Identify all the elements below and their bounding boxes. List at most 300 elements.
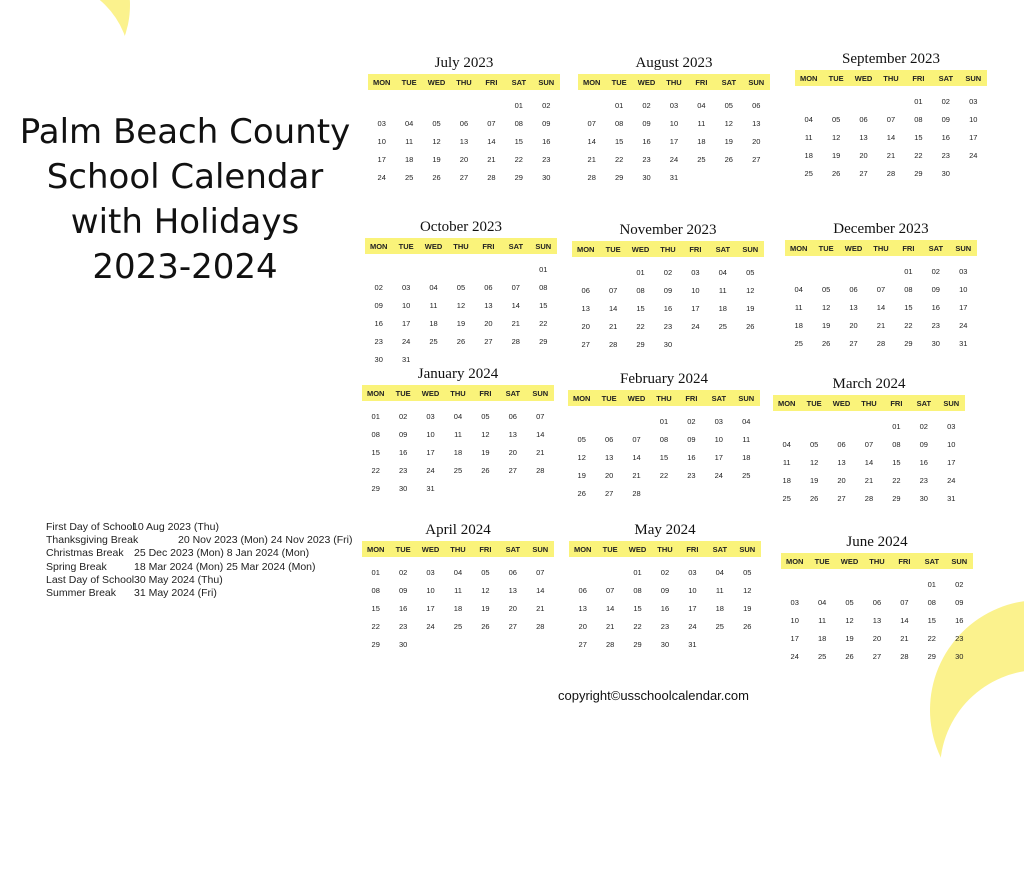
day-cell: 19 bbox=[831, 150, 841, 160]
weekday-label: SAT bbox=[924, 556, 940, 566]
day-cell: 02 bbox=[374, 282, 383, 292]
week-row bbox=[368, 114, 560, 132]
day-cell: 13 bbox=[508, 429, 517, 439]
weekday-header-row bbox=[362, 541, 554, 557]
day-cell: 12 bbox=[746, 285, 755, 295]
week-row bbox=[365, 314, 557, 332]
day-cell: 18 bbox=[718, 303, 727, 313]
day-cell: 21 bbox=[536, 447, 545, 457]
week-row bbox=[578, 150, 770, 168]
day-cell: 11 bbox=[804, 132, 813, 142]
event-date: 25 Dec 2023 (Mon) 8 Jan 2024 (Mon) bbox=[134, 547, 310, 560]
week-row bbox=[572, 317, 764, 335]
day-cell: 01 bbox=[914, 96, 923, 106]
day-cell: 16 bbox=[398, 447, 408, 457]
day-cell: 24 bbox=[377, 172, 386, 182]
day-cell: 24 bbox=[688, 621, 697, 631]
weekday-label: SAT bbox=[916, 398, 932, 408]
day-cell: 06 bbox=[508, 411, 517, 421]
day-cell: 26 bbox=[809, 493, 819, 503]
day-cell: 13 bbox=[752, 118, 761, 128]
day-cell: 25 bbox=[782, 493, 791, 503]
day-cell: 09 bbox=[398, 585, 408, 595]
event-name: Thanksgiving Break bbox=[46, 534, 139, 547]
day-cell: 12 bbox=[743, 585, 752, 595]
day-cell: 01 bbox=[614, 100, 624, 110]
day-cell: 21 bbox=[587, 154, 596, 164]
event-date: 31 May 2024 (Fri) bbox=[134, 586, 217, 599]
day-cell: 18 bbox=[715, 603, 724, 613]
weekday-header-row bbox=[568, 390, 760, 406]
day-cell: 15 bbox=[927, 615, 936, 625]
weekday-label: THU bbox=[656, 393, 672, 403]
weekday-label: MON bbox=[366, 544, 385, 554]
day-cell: 16 bbox=[931, 302, 940, 312]
day-cell: 10 bbox=[691, 285, 700, 295]
month-title: December 2023 bbox=[833, 221, 929, 237]
day-cell: 03 bbox=[688, 567, 697, 577]
day-cell: 17 bbox=[969, 132, 978, 142]
day-cell: 18 bbox=[742, 452, 751, 462]
week-row bbox=[368, 150, 560, 168]
day-cell: 16 bbox=[398, 603, 408, 613]
day-cell: 09 bbox=[919, 439, 928, 449]
day-cell: 05 bbox=[456, 282, 466, 292]
day-cell: 27 bbox=[508, 465, 517, 475]
event-name: Last Day of School bbox=[46, 573, 135, 586]
day-cell: 14 bbox=[487, 136, 496, 146]
day-cell: 09 bbox=[542, 118, 551, 128]
day-cell: 23 bbox=[542, 154, 551, 164]
day-cell: 23 bbox=[955, 633, 964, 643]
day-cell: 21 bbox=[886, 150, 896, 160]
day-cell: 15 bbox=[659, 452, 669, 462]
day-cell: 03 bbox=[790, 597, 799, 607]
day-cell: 26 bbox=[481, 465, 490, 475]
weekday-label: THU bbox=[883, 73, 899, 83]
day-cell: 31 bbox=[947, 493, 956, 503]
month-calendar bbox=[795, 48, 987, 182]
month-calendar bbox=[365, 216, 557, 368]
day-cell: 25 bbox=[718, 321, 727, 331]
day-cell: 08 bbox=[914, 114, 923, 124]
event-date: 18 Mar 2024 (Mon) 25 Mar 2024 (Mon) bbox=[134, 560, 316, 573]
weekday-label: FRI bbox=[890, 398, 903, 408]
weekday-label: SUN bbox=[955, 243, 972, 253]
week-row bbox=[365, 332, 557, 350]
day-cell: 18 bbox=[429, 318, 438, 328]
day-cell: 04 bbox=[453, 567, 463, 577]
day-cell: 28 bbox=[632, 488, 641, 498]
day-cell: 05 bbox=[724, 100, 733, 110]
day-cell: 12 bbox=[724, 118, 733, 128]
week-row bbox=[365, 260, 557, 278]
day-cell: 30 bbox=[542, 172, 551, 182]
day-cell: 28 bbox=[900, 651, 909, 661]
week-row bbox=[785, 280, 977, 298]
weekday-label: THU bbox=[450, 544, 466, 554]
weekday-header-row bbox=[365, 238, 557, 254]
week-row bbox=[568, 466, 760, 484]
month-calendar bbox=[362, 519, 554, 653]
week-row bbox=[781, 647, 973, 665]
day-cell: 06 bbox=[459, 118, 469, 128]
weeks bbox=[362, 401, 554, 497]
week-row bbox=[362, 599, 554, 617]
weekday-label: TUE bbox=[818, 243, 834, 253]
day-cell: 24 bbox=[959, 320, 968, 330]
weekday-header-row bbox=[368, 74, 560, 90]
day-cell: 07 bbox=[608, 285, 618, 295]
day-cell: 12 bbox=[809, 457, 819, 467]
weekday-label: MON bbox=[572, 393, 591, 403]
weekday-label: WED bbox=[421, 388, 440, 398]
day-cell: 20 bbox=[837, 475, 846, 485]
day-cell: 08 bbox=[371, 429, 380, 439]
day-cell: 03 bbox=[959, 266, 968, 276]
weekday-label: FRI bbox=[485, 77, 498, 87]
weekday-label: SUN bbox=[535, 241, 552, 251]
day-cell: 26 bbox=[845, 651, 854, 661]
weekday-label: MON bbox=[573, 544, 592, 554]
day-cell: 29 bbox=[539, 336, 548, 346]
day-cell: 28 bbox=[864, 493, 874, 503]
day-cell: 07 bbox=[876, 284, 886, 294]
day-cell: 24 bbox=[669, 154, 679, 164]
day-cell: 24 bbox=[714, 470, 723, 480]
day-cell: 06 bbox=[859, 114, 868, 124]
day-cell: 05 bbox=[809, 439, 819, 449]
week-row bbox=[362, 425, 554, 443]
month-title: August 2023 bbox=[635, 55, 713, 71]
weeks bbox=[368, 90, 560, 186]
weekday-label: SUN bbox=[532, 388, 549, 398]
day-cell: 19 bbox=[456, 318, 466, 328]
day-cell: 23 bbox=[663, 321, 673, 331]
week-row bbox=[773, 435, 965, 453]
day-cell: 28 bbox=[876, 338, 886, 348]
month-title: June 2024 bbox=[846, 534, 908, 550]
week-row bbox=[795, 128, 987, 146]
day-cell: 16 bbox=[642, 136, 651, 146]
day-cell: 02 bbox=[687, 416, 696, 426]
weekday-label: THU bbox=[657, 544, 673, 554]
day-cell: 21 bbox=[864, 475, 874, 485]
day-cell: 17 bbox=[959, 302, 968, 312]
day-cell: 07 bbox=[632, 434, 641, 444]
day-cell: 23 bbox=[687, 470, 696, 480]
day-cell: 13 bbox=[578, 603, 587, 613]
day-cell: 04 bbox=[429, 282, 438, 292]
day-cell: 26 bbox=[577, 488, 586, 498]
day-cell: 22 bbox=[892, 475, 901, 485]
day-cell: 26 bbox=[743, 621, 752, 631]
day-cell: 25 bbox=[817, 651, 827, 661]
day-cell: 15 bbox=[371, 447, 380, 457]
week-row bbox=[795, 110, 987, 128]
day-cell: 11 bbox=[454, 585, 462, 595]
day-cell: 12 bbox=[432, 136, 441, 146]
day-cell: 24 bbox=[401, 336, 411, 346]
day-cell: 06 bbox=[581, 285, 590, 295]
day-cell: 27 bbox=[752, 154, 761, 164]
weekday-label: SAT bbox=[505, 544, 521, 554]
weekday-label: FRI bbox=[902, 243, 915, 253]
day-cell: 27 bbox=[837, 493, 846, 503]
day-cell: 17 bbox=[426, 603, 435, 613]
day-cell: 31 bbox=[959, 338, 968, 348]
month-title: January 2024 bbox=[417, 366, 499, 382]
month-calendar bbox=[578, 52, 770, 186]
month-title: September 2023 bbox=[842, 51, 940, 67]
weekday-label: THU bbox=[873, 243, 889, 253]
weekday-label: TUE bbox=[605, 244, 621, 254]
day-cell: 19 bbox=[746, 303, 755, 313]
day-cell: 11 bbox=[405, 136, 414, 146]
day-cell: 26 bbox=[724, 154, 733, 164]
day-cell: 05 bbox=[743, 567, 752, 577]
day-cell: 18 bbox=[453, 447, 463, 457]
week-row bbox=[569, 563, 761, 581]
week-row bbox=[795, 146, 987, 164]
day-cell: 03 bbox=[401, 282, 411, 292]
day-cell: 30 bbox=[919, 493, 928, 503]
event-date: 30 May 2024 (Thu) bbox=[134, 573, 223, 586]
weekday-label: SUN bbox=[748, 77, 765, 87]
day-cell: 28 bbox=[487, 172, 496, 182]
weekday-label: THU bbox=[861, 398, 877, 408]
month-title: July 2023 bbox=[434, 55, 494, 71]
day-cell: 29 bbox=[927, 651, 936, 661]
day-cell: 29 bbox=[892, 493, 901, 503]
day-cell: 20 bbox=[604, 470, 614, 480]
day-cell: 20 bbox=[508, 603, 517, 613]
day-cell: 04 bbox=[794, 284, 803, 294]
weekday-label: TUE bbox=[814, 556, 830, 566]
weekday-header-row bbox=[781, 553, 973, 569]
month-title: February 2024 bbox=[620, 371, 708, 387]
weekday-label: THU bbox=[869, 556, 885, 566]
day-cell: 29 bbox=[633, 639, 642, 649]
day-cell: 29 bbox=[914, 168, 923, 178]
day-cell: 01 bbox=[892, 421, 901, 431]
weekday-label: WED bbox=[631, 244, 650, 254]
week-row bbox=[773, 471, 965, 489]
day-cell: 23 bbox=[374, 336, 383, 346]
weekday-label: TUE bbox=[806, 398, 822, 408]
day-cell: 10 bbox=[714, 434, 723, 444]
day-cell: 27 bbox=[578, 639, 587, 649]
day-cell: 05 bbox=[821, 284, 831, 294]
weekday-label: SUN bbox=[951, 556, 968, 566]
day-cell: 14 bbox=[900, 615, 909, 625]
day-cell: 13 bbox=[581, 303, 590, 313]
weekday-label: WED bbox=[628, 544, 647, 554]
day-cell: 20 bbox=[752, 136, 761, 146]
day-cell: 14 bbox=[536, 585, 545, 595]
day-cell: 12 bbox=[831, 132, 841, 142]
weeks bbox=[572, 257, 764, 353]
event-name: Christmas Break bbox=[46, 547, 124, 560]
weeks bbox=[773, 411, 965, 507]
day-cell: 09 bbox=[374, 300, 383, 310]
day-cell: 23 bbox=[398, 621, 408, 631]
day-cell: 09 bbox=[663, 285, 673, 295]
day-cell: 28 bbox=[886, 168, 896, 178]
day-cell: 13 bbox=[859, 132, 868, 142]
day-cell: 27 bbox=[484, 336, 493, 346]
day-cell: 06 bbox=[604, 434, 614, 444]
day-cell: 23 bbox=[941, 150, 950, 160]
weekday-label: SUN bbox=[538, 77, 555, 87]
week-row bbox=[362, 581, 554, 599]
weekday-header-row bbox=[572, 241, 764, 257]
event-name: Summer Break bbox=[46, 586, 117, 599]
week-row bbox=[781, 593, 973, 611]
day-cell: 20 bbox=[849, 320, 858, 330]
day-cell: 10 bbox=[669, 118, 679, 128]
day-cell: 04 bbox=[453, 411, 463, 421]
weekday-label: SUN bbox=[965, 73, 982, 83]
day-cell: 22 bbox=[371, 465, 380, 475]
day-cell: 28 bbox=[536, 621, 545, 631]
weekday-label: SUN bbox=[742, 244, 759, 254]
day-cell: 22 bbox=[636, 321, 645, 331]
day-cell: 21 bbox=[900, 633, 909, 643]
day-cell: 27 bbox=[459, 172, 469, 182]
day-cell: 26 bbox=[481, 621, 490, 631]
month-calendar bbox=[785, 218, 977, 352]
event-row bbox=[46, 547, 353, 560]
day-cell: 25 bbox=[453, 621, 463, 631]
weekday-label: SAT bbox=[508, 241, 524, 251]
day-cell: 29 bbox=[614, 172, 624, 182]
day-cell: 13 bbox=[508, 585, 517, 595]
week-row bbox=[368, 132, 560, 150]
weekday-label: SAT bbox=[721, 77, 737, 87]
event-row bbox=[46, 561, 353, 574]
day-cell: 14 bbox=[536, 429, 545, 439]
day-cell: 22 bbox=[904, 320, 913, 330]
weekday-label: WED bbox=[840, 556, 859, 566]
day-cell: 09 bbox=[941, 114, 950, 124]
week-row bbox=[781, 611, 973, 629]
event-row bbox=[46, 521, 353, 534]
day-cell: 02 bbox=[919, 421, 928, 431]
week-row bbox=[569, 617, 761, 635]
day-cell: 12 bbox=[481, 585, 490, 595]
day-cell: 30 bbox=[374, 354, 383, 364]
day-cell: 02 bbox=[941, 96, 950, 106]
day-cell: 09 bbox=[398, 429, 408, 439]
weekday-label: MON bbox=[799, 73, 818, 83]
day-cell: 16 bbox=[941, 132, 950, 142]
day-cell: 10 bbox=[959, 284, 968, 294]
day-cell: 11 bbox=[818, 615, 827, 625]
day-cell: 20 bbox=[872, 633, 882, 643]
title-line-3: with Holidays bbox=[70, 202, 300, 242]
weeks bbox=[781, 569, 973, 665]
day-cell: 17 bbox=[426, 447, 435, 457]
month-calendar bbox=[781, 531, 973, 665]
day-cell: 10 bbox=[401, 300, 411, 310]
day-cell: 13 bbox=[849, 302, 858, 312]
day-cell: 16 bbox=[542, 136, 551, 146]
day-cell: 30 bbox=[955, 651, 964, 661]
day-cell: 18 bbox=[697, 136, 706, 146]
day-cell: 22 bbox=[614, 154, 624, 164]
event-name: First Day of School bbox=[46, 521, 135, 533]
week-row bbox=[569, 635, 761, 653]
day-cell: 28 bbox=[608, 339, 618, 349]
day-cell: 07 bbox=[900, 597, 909, 607]
month-calendar bbox=[368, 52, 560, 186]
weekday-label: FRI bbox=[686, 544, 699, 554]
day-cell: 11 bbox=[429, 300, 438, 310]
week-row bbox=[568, 412, 760, 430]
day-cell: 30 bbox=[941, 168, 950, 178]
day-cell: 03 bbox=[969, 96, 978, 106]
title-line-4: 2023-2024 bbox=[92, 247, 278, 287]
weekday-label: MON bbox=[369, 241, 388, 251]
day-cell: 24 bbox=[790, 651, 799, 661]
weekday-label: TUE bbox=[601, 393, 617, 403]
day-cell: 08 bbox=[539, 282, 548, 292]
weekday-header-row bbox=[569, 541, 761, 557]
day-cell: 08 bbox=[636, 285, 645, 295]
day-cell: 21 bbox=[876, 320, 886, 330]
event-date: 10 Aug 2023 (Thu) bbox=[132, 521, 219, 533]
month-title: April 2024 bbox=[425, 522, 491, 538]
weekday-label: FRI bbox=[912, 73, 925, 83]
day-cell: 22 bbox=[914, 150, 923, 160]
day-cell: 13 bbox=[872, 615, 882, 625]
day-cell: 25 bbox=[715, 621, 724, 631]
day-cell: 19 bbox=[743, 603, 752, 613]
day-cell: 24 bbox=[691, 321, 700, 331]
week-row bbox=[362, 443, 554, 461]
week-row bbox=[568, 484, 760, 502]
day-cell: 05 bbox=[481, 411, 490, 421]
day-cell: 06 bbox=[837, 439, 846, 449]
day-cell: 01 bbox=[659, 416, 669, 426]
day-cell: 07 bbox=[511, 282, 520, 292]
day-cell: 18 bbox=[794, 320, 803, 330]
day-cell: 13 bbox=[459, 136, 469, 146]
day-cell: 07 bbox=[587, 118, 596, 128]
weekday-label: MON bbox=[582, 77, 601, 87]
day-cell: 22 bbox=[633, 621, 642, 631]
day-cell: 18 bbox=[817, 633, 827, 643]
week-row bbox=[568, 448, 760, 466]
day-cell: 11 bbox=[454, 429, 462, 439]
day-cell: 10 bbox=[426, 429, 435, 439]
week-row bbox=[781, 575, 973, 593]
weeks bbox=[578, 90, 770, 186]
day-cell: 17 bbox=[790, 633, 799, 643]
day-cell: 19 bbox=[724, 136, 733, 146]
day-cell: 18 bbox=[404, 154, 414, 164]
day-cell: 25 bbox=[794, 338, 803, 348]
day-cell: 22 bbox=[927, 633, 936, 643]
week-row bbox=[773, 489, 965, 507]
day-cell: 01 bbox=[514, 100, 523, 110]
day-cell: 01 bbox=[927, 579, 936, 589]
day-cell: 25 bbox=[804, 168, 813, 178]
weekday-label: TUE bbox=[828, 73, 844, 83]
day-cell: 15 bbox=[514, 136, 523, 146]
day-cell: 12 bbox=[845, 615, 854, 625]
